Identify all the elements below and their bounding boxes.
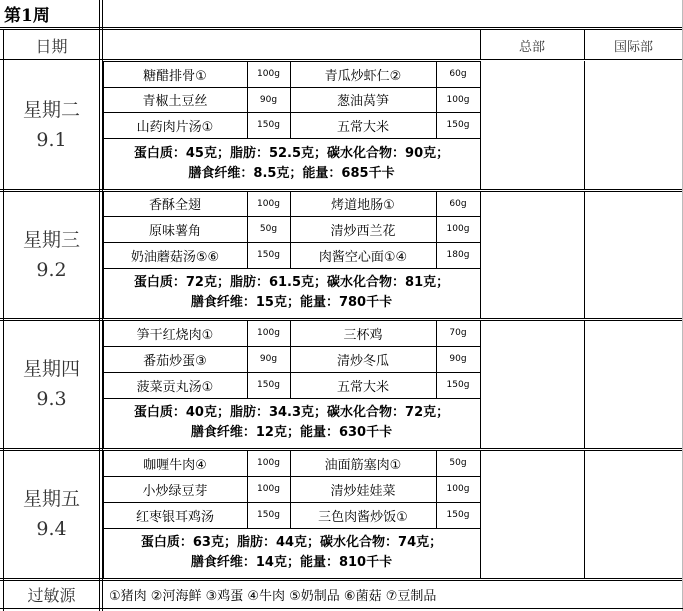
dish-weight: 90g [259, 94, 278, 105]
allergen-legend: ①猪肉 ②河海鲜 ③鸡蛋 ④牛肉 ⑤奶制品 ⑥菌菇 ⑦豆制品 [109, 588, 437, 604]
allergen-label: 过敏源 [27, 585, 76, 605]
dish-row-border [103, 346, 480, 347]
dish-area-left [103, 61, 104, 189]
dish-name: 原味薯角 [148, 223, 201, 239]
outer-left [3, 29, 4, 611]
date-label: 9.3 [36, 388, 67, 410]
dish-name: 香酥全翅 [148, 198, 201, 213]
dish-weight: 90g [449, 354, 467, 364]
dish-name: 五常大米 [336, 119, 389, 135]
weekday-label: 星期二 [22, 99, 80, 121]
dish-weight: 100g [257, 328, 280, 338]
nutrition-line: 膳食纤维：15克；能量：780千卡 [190, 295, 393, 310]
dish-weight: 50g [449, 458, 467, 468]
dish-weight: 100g [446, 94, 470, 105]
nutrition-line: 膳食纤维：8.5克；能量：685千卡 [188, 165, 395, 181]
date-header: 日期 [35, 36, 68, 56]
dish-col-divider [436, 191, 437, 268]
dish-weight: 180g [446, 250, 470, 260]
left-col-divider-2 [102, 29, 103, 611]
dish-name: 三杯鸡 [343, 327, 383, 343]
title-col-divider-2 [102, 0, 103, 29]
nutrition-summary [103, 528, 480, 578]
dish-weight: 150g [446, 510, 470, 520]
dish-area-left [103, 450, 104, 578]
date-label: 9.1 [36, 129, 67, 151]
dish-col-divider [247, 191, 248, 268]
day-label-4 [4, 450, 99, 578]
dish-name: 清炒冬瓜 [336, 353, 389, 369]
hq-col-divider [480, 61, 481, 189]
nutrition-line: 蛋白质：72克；脂肪：61.5克；碳水化合物：81克； [133, 275, 450, 290]
dish-row-border [103, 61, 480, 62]
dish-row-border [103, 87, 480, 88]
dish-area-left [103, 320, 104, 448]
hq-col-divider [480, 320, 481, 448]
dish-row-border [103, 216, 480, 217]
hq-header: 总部 [518, 39, 545, 55]
dish-name: 烤道地肠① [331, 198, 395, 213]
dish-col-divider [247, 320, 248, 398]
intl-col-divider [584, 191, 585, 318]
dish-row-border [103, 242, 480, 243]
dish-weight: 70g [449, 328, 467, 338]
weekday-label: 星期四 [22, 358, 80, 380]
dish-name: 小炒绿豆芽 [142, 483, 208, 499]
dish-col-divider [247, 450, 248, 528]
dish-weight: 100g [257, 484, 280, 494]
dish-name: 番茄炒蛋③ [143, 353, 207, 369]
nutrition-line: 膳食纤维：14克；能量：810千卡 [190, 555, 393, 570]
nutrition-summary [103, 138, 480, 189]
dish-weight: 100g [446, 224, 470, 234]
day-label-1 [4, 61, 99, 189]
dish-name: 奶油蘑菇汤⑤⑥ [130, 249, 220, 265]
dish-weight: 100g [257, 198, 280, 209]
dish-col-divider [436, 320, 437, 398]
dish-name: 笋干红烧肉① [136, 327, 214, 343]
nutrition-line: 蛋白质：40克；脂肪：34.3克；碳水化合物：72克； [133, 405, 450, 420]
dish-col-divider [290, 191, 291, 268]
dish-weight: 100g [257, 458, 280, 468]
dish-col-divider [436, 61, 437, 138]
dish-row-border [103, 191, 480, 192]
dish-name: 红枣银耳鸡汤 [135, 509, 214, 525]
dish-row-border [103, 502, 480, 503]
nutrition-line: 膳食纤维：12克；能量：630千卡 [190, 425, 393, 440]
dish-weight: 60g [449, 69, 467, 79]
dish-name: 清炒西兰花 [330, 223, 396, 239]
dish-weight: 150g [257, 120, 280, 130]
dish-weight: 90g [259, 354, 278, 364]
intl-header: 国际部 [613, 39, 653, 55]
dish-name: 清炒娃娃菜 [330, 483, 396, 499]
week-title: 第1周 [4, 6, 50, 26]
date-label: 9.4 [36, 518, 67, 540]
dish-row-border [103, 372, 480, 373]
dish-weight: 50g [259, 224, 278, 234]
weekday-label: 星期三 [22, 228, 80, 251]
hq-col-divider [480, 29, 481, 59]
dish-name: 肉酱空心面①④ [318, 249, 408, 265]
intl-col-divider [584, 450, 585, 578]
nutrition-summary [103, 268, 480, 318]
hq-col-divider [480, 450, 481, 578]
intl-col-divider [584, 320, 585, 448]
day-label-3 [4, 320, 99, 448]
dish-col-divider [290, 61, 291, 138]
nutrition-summary [103, 398, 480, 448]
dish-weight: 100g [446, 484, 470, 494]
dish-row-border [103, 476, 480, 477]
dish-name: 青瓜炒虾仁② [324, 68, 402, 84]
dish-weight: 150g [257, 250, 280, 260]
dish-name: 青椒土豆丝 [142, 94, 208, 109]
nutrition-line: 蛋白质：63克；脂肪：44克；碳水化合物：74克； [140, 535, 443, 550]
dish-weight: 60g [449, 198, 467, 209]
dish-row-border [103, 450, 480, 451]
dish-name: 菠菜贡丸汤① [136, 379, 214, 395]
dish-col-divider [290, 450, 291, 528]
dish-area-left [103, 191, 104, 318]
dish-weight: 150g [257, 380, 280, 390]
day-label-2 [4, 191, 99, 318]
dish-weight: 150g [257, 510, 280, 520]
dish-row-border [103, 112, 480, 113]
dish-col-divider [247, 61, 248, 138]
title-col-divider [99, 0, 100, 29]
hq-col-divider [480, 191, 481, 318]
weekday-label: 星期五 [22, 488, 80, 510]
nutrition-line: 蛋白质：45克；脂肪：52.5克；碳水化合物：90克； [133, 145, 450, 161]
dish-weight: 150g [446, 380, 470, 390]
dish-name: 糖醋排骨① [143, 68, 207, 84]
intl-col-divider [584, 61, 585, 189]
dish-weight: 100g [257, 69, 280, 79]
dish-row-border [103, 320, 480, 321]
dish-name: 山药肉片汤① [136, 119, 214, 135]
intl-col-divider [584, 29, 585, 59]
dish-name: 油面筋塞肉① [324, 457, 402, 473]
dish-name: 葱油莴笋 [336, 94, 389, 109]
dish-col-divider [436, 450, 437, 528]
dish-name: 五常大米 [336, 379, 389, 395]
dish-col-divider [290, 320, 291, 398]
left-col-divider [99, 29, 100, 611]
dish-name: 三色肉酱炒饭① [318, 509, 408, 525]
sheet-bottom [0, 608, 683, 609]
date-label: 9.2 [36, 258, 67, 281]
dish-name: 咖喱牛肉④ [143, 457, 207, 473]
dish-weight: 150g [446, 120, 470, 130]
